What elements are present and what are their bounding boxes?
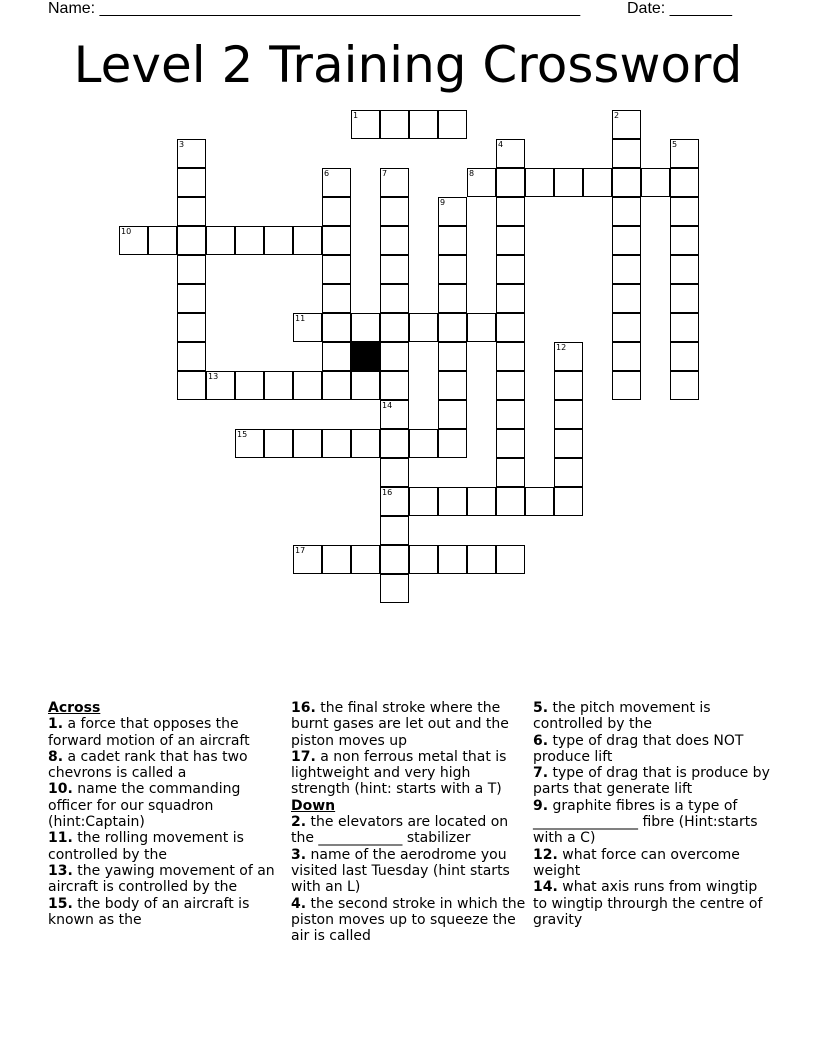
clue-down-6 xyxy=(533,733,771,766)
grid-cell[interactable] xyxy=(670,168,699,197)
grid-cell[interactable] xyxy=(380,342,409,371)
clue-text: name of the aerodrome you visited last Tuesday (hint starts with an L) xyxy=(291,846,510,896)
clue-number: 13. xyxy=(48,862,73,879)
clue-number-label: 8 xyxy=(469,169,475,178)
grid-cell[interactable] xyxy=(351,371,380,400)
grid-cell[interactable] xyxy=(525,487,554,516)
grid-cell[interactable] xyxy=(554,487,583,516)
grid-cell[interactable] xyxy=(177,284,206,313)
grid-cell[interactable] xyxy=(322,226,351,255)
grid-cell[interactable] xyxy=(670,139,699,168)
grid-cell[interactable] xyxy=(322,197,351,226)
grid-cell[interactable] xyxy=(496,429,525,458)
clue-text: the pitch movement is controlled by the xyxy=(533,700,711,733)
clue-text: type of drag that is produce by parts that generate lift xyxy=(533,765,770,798)
across-heading: Across xyxy=(48,700,101,716)
grid-cell[interactable] xyxy=(293,371,322,400)
grid-cell[interactable] xyxy=(380,313,409,342)
grid-cell[interactable] xyxy=(206,371,235,400)
clue-number: 2. xyxy=(291,814,307,831)
clue-number: 5. xyxy=(533,700,549,716)
grid-cell[interactable] xyxy=(496,284,525,313)
grid-cell[interactable] xyxy=(409,487,438,516)
clue-down-7 xyxy=(533,765,771,798)
grid-cell[interactable] xyxy=(177,226,206,255)
clue-number-label: 5 xyxy=(672,140,678,149)
grid-cell[interactable] xyxy=(438,110,467,139)
clue-down-4 xyxy=(291,896,526,945)
grid-cell[interactable] xyxy=(293,226,322,255)
clue-number-label: 15 xyxy=(237,430,248,439)
clue-number: 16. xyxy=(291,700,316,716)
clue-down-14 xyxy=(533,879,771,928)
clue-text: the second stroke in which the piston moves up to squeeze the air is called xyxy=(291,895,526,945)
grid-cell[interactable] xyxy=(438,313,467,342)
grid-cell[interactable] xyxy=(322,255,351,284)
grid-cell[interactable] xyxy=(293,429,322,458)
clue-text: name the commanding officer for our squadron (hint:Captain) xyxy=(48,781,241,831)
grid-cell[interactable] xyxy=(554,168,583,197)
grid-cell[interactable] xyxy=(670,313,699,342)
grid-cell[interactable] xyxy=(322,284,351,313)
grid-cell[interactable] xyxy=(380,458,409,487)
grid-cell[interactable] xyxy=(583,168,612,197)
grid-cell[interactable] xyxy=(119,226,148,255)
grid-cell[interactable] xyxy=(235,429,264,458)
grid-cell[interactable] xyxy=(380,400,409,429)
grid-cell[interactable] xyxy=(409,545,438,574)
grid-cell[interactable] xyxy=(554,458,583,487)
grid-cell[interactable] xyxy=(496,168,525,197)
grid-cell[interactable] xyxy=(670,226,699,255)
clue-number: 3. xyxy=(291,846,307,863)
clue-number-label: 17 xyxy=(295,546,306,555)
grid-cell[interactable] xyxy=(322,371,351,400)
clue-number: 6. xyxy=(533,732,549,749)
grid-cell[interactable] xyxy=(177,371,206,400)
clue-across-15 xyxy=(48,896,280,929)
clue-number: 9. xyxy=(533,797,549,814)
grid-cell[interactable] xyxy=(177,197,206,226)
clue-across-1 xyxy=(48,716,280,749)
clues-column-1 xyxy=(48,700,280,928)
grid-cell[interactable] xyxy=(322,168,351,197)
grid-cell[interactable] xyxy=(525,168,554,197)
grid-cell[interactable] xyxy=(380,429,409,458)
grid-cell[interactable] xyxy=(554,371,583,400)
grid-cell[interactable] xyxy=(177,255,206,284)
clue-number: 10. xyxy=(48,781,73,798)
clue-text: the rolling movement is controlled by the xyxy=(48,830,244,863)
grid-cell[interactable] xyxy=(670,342,699,371)
clue-down-12 xyxy=(533,847,771,880)
clue-text: the elevators are located on the ____________ stabilizer xyxy=(291,814,509,847)
grid-cell[interactable] xyxy=(438,226,467,255)
clue-text: what axis runs from wingtip to wingtip throurgh the centre of gravity xyxy=(533,879,763,928)
grid-cell[interactable] xyxy=(496,545,525,574)
page-title: Level 2 Training Crossword xyxy=(73,36,743,94)
grid-cell[interactable] xyxy=(293,313,322,342)
grid-cell[interactable] xyxy=(670,255,699,284)
clue-text: a cadet rank that has two chevrons is called a xyxy=(48,748,248,782)
clue-number-label: 14 xyxy=(382,401,393,410)
grid-cell[interactable] xyxy=(177,139,206,168)
grid-cell[interactable] xyxy=(322,313,351,342)
grid-cell[interactable] xyxy=(409,313,438,342)
name-field-label: Name: ______________________________________________________ xyxy=(48,0,581,17)
clue-across-10 xyxy=(48,781,280,830)
clue-text: graphite fibres is a type of _______________ fibre (Hint:starts with a C) xyxy=(533,797,758,847)
grid-cell[interactable] xyxy=(293,545,322,574)
clue-down-3 xyxy=(291,847,526,896)
grid-cell[interactable] xyxy=(380,574,409,603)
grid-cell[interactable] xyxy=(351,545,380,574)
grid-cell[interactable] xyxy=(467,168,496,197)
clue-number-label: 16 xyxy=(382,488,393,497)
grid-cell[interactable] xyxy=(206,226,235,255)
grid-cell[interactable] xyxy=(612,284,641,313)
clue-number-label: 9 xyxy=(440,198,446,207)
grid-cell[interactable] xyxy=(496,226,525,255)
grid-cell[interactable] xyxy=(264,226,293,255)
grid-cell[interactable] xyxy=(380,197,409,226)
grid-cell[interactable] xyxy=(438,487,467,516)
clue-number-label: 7 xyxy=(382,169,388,178)
grid-cell[interactable] xyxy=(438,429,467,458)
grid-cell[interactable] xyxy=(264,371,293,400)
clue-text: the final stroke where the burnt gases are let out and the piston moves up xyxy=(291,700,509,749)
clue-number: 17. xyxy=(291,748,316,765)
clue-number: 4. xyxy=(291,895,307,912)
grid-cell[interactable] xyxy=(496,255,525,284)
clue-across-13 xyxy=(48,863,280,896)
clue-text: the yawing movement of an aircraft is controlled by the xyxy=(48,862,275,896)
grid-cell[interactable] xyxy=(612,226,641,255)
grid-cell[interactable] xyxy=(496,400,525,429)
grid-cell[interactable] xyxy=(612,313,641,342)
grid-cell[interactable] xyxy=(496,139,525,168)
clue-number: 12. xyxy=(533,846,558,863)
grid-cell[interactable] xyxy=(438,342,467,371)
clue-number: 8. xyxy=(48,748,64,765)
grid-cell[interactable] xyxy=(438,545,467,574)
clue-number: 14. xyxy=(533,879,558,896)
clue-down-5 xyxy=(533,700,771,733)
clue-text: what force can overcome weight xyxy=(533,846,740,879)
grid-cell[interactable] xyxy=(554,342,583,371)
clue-across-16 xyxy=(291,700,526,749)
grid-cell[interactable] xyxy=(148,226,177,255)
date-field-label: Date: _______ xyxy=(627,0,732,17)
grid-cell[interactable] xyxy=(235,371,264,400)
grid-cell[interactable] xyxy=(670,284,699,313)
grid-cell[interactable] xyxy=(496,313,525,342)
grid-cell[interactable] xyxy=(409,110,438,139)
clue-number-label: 11 xyxy=(295,314,306,323)
grid-cell[interactable] xyxy=(612,139,641,168)
clue-down-9 xyxy=(533,798,771,847)
clue-number-label: 13 xyxy=(208,372,219,381)
clue-down-2 xyxy=(291,814,526,847)
grid-cell[interactable] xyxy=(322,545,351,574)
grid-cell-blocked xyxy=(351,342,380,371)
clue-number-label: 1 xyxy=(353,111,359,120)
grid-cell[interactable] xyxy=(612,110,641,139)
grid-cell[interactable] xyxy=(641,168,670,197)
clue-number-label: 6 xyxy=(324,169,330,178)
grid-cell[interactable] xyxy=(612,342,641,371)
clue-number-label: 12 xyxy=(556,343,567,352)
grid-cell[interactable] xyxy=(380,487,409,516)
clue-across-11 xyxy=(48,830,280,863)
grid-cell[interactable] xyxy=(496,342,525,371)
grid-cell[interactable] xyxy=(351,429,380,458)
clue-number-label: 3 xyxy=(179,140,185,149)
grid-cell[interactable] xyxy=(380,255,409,284)
grid-cell[interactable] xyxy=(554,400,583,429)
clue-number-label: 2 xyxy=(614,111,620,120)
grid-cell[interactable] xyxy=(177,313,206,342)
grid-cell[interactable] xyxy=(438,371,467,400)
grid-cell[interactable] xyxy=(438,197,467,226)
grid-cell[interactable] xyxy=(380,110,409,139)
grid-cell[interactable] xyxy=(670,197,699,226)
grid-cell[interactable] xyxy=(322,429,351,458)
grid-cell[interactable] xyxy=(612,371,641,400)
clues-column-3 xyxy=(533,700,771,928)
grid-cell[interactable] xyxy=(351,110,380,139)
clue-across-17 xyxy=(291,749,526,798)
clue-text: a force that opposes the forward motion of an aircraft xyxy=(48,716,250,749)
clue-number-label: 10 xyxy=(121,227,132,236)
grid-cell[interactable] xyxy=(467,545,496,574)
grid-cell[interactable] xyxy=(438,400,467,429)
grid-cell[interactable] xyxy=(438,284,467,313)
grid-cell[interactable] xyxy=(177,342,206,371)
grid-cell[interactable] xyxy=(380,516,409,545)
grid-cell[interactable] xyxy=(612,255,641,284)
grid-cell[interactable] xyxy=(380,226,409,255)
clue-text: a non ferrous metal that is lightweight and very high strength (hint: starts with a T) xyxy=(291,748,507,798)
grid-cell[interactable] xyxy=(496,371,525,400)
grid-cell[interactable] xyxy=(380,371,409,400)
grid-cell[interactable] xyxy=(496,458,525,487)
clue-text: the body of an aircraft is known as the xyxy=(48,895,250,928)
grid-cell[interactable] xyxy=(264,429,293,458)
grid-cell[interactable] xyxy=(467,487,496,516)
clue-number: 11. xyxy=(48,830,73,847)
down-heading: Down xyxy=(291,797,336,814)
grid-cell[interactable] xyxy=(380,284,409,313)
clues-column-2 xyxy=(291,700,526,944)
grid-cell[interactable] xyxy=(612,197,641,226)
grid-cell[interactable] xyxy=(380,168,409,197)
grid-cell[interactable] xyxy=(177,168,206,197)
grid-cell[interactable] xyxy=(467,313,496,342)
grid-cell[interactable] xyxy=(351,313,380,342)
clue-across-8 xyxy=(48,749,280,782)
grid-cell[interactable] xyxy=(670,371,699,400)
grid-cell[interactable] xyxy=(438,255,467,284)
grid-cell[interactable] xyxy=(235,226,264,255)
clue-number-label: 4 xyxy=(498,140,504,149)
clue-number: 15. xyxy=(48,895,73,912)
grid-cell[interactable] xyxy=(496,487,525,516)
grid-cell[interactable] xyxy=(612,168,641,197)
clue-text: type of drag that does NOT produce lift xyxy=(533,732,744,765)
grid-cell[interactable] xyxy=(322,342,351,371)
grid-cell[interactable] xyxy=(380,545,409,574)
grid-cell[interactable] xyxy=(554,429,583,458)
clue-number: 1. xyxy=(48,716,64,733)
grid-cell[interactable] xyxy=(496,197,525,226)
clue-number: 7. xyxy=(533,765,549,782)
grid-cell[interactable] xyxy=(409,429,438,458)
